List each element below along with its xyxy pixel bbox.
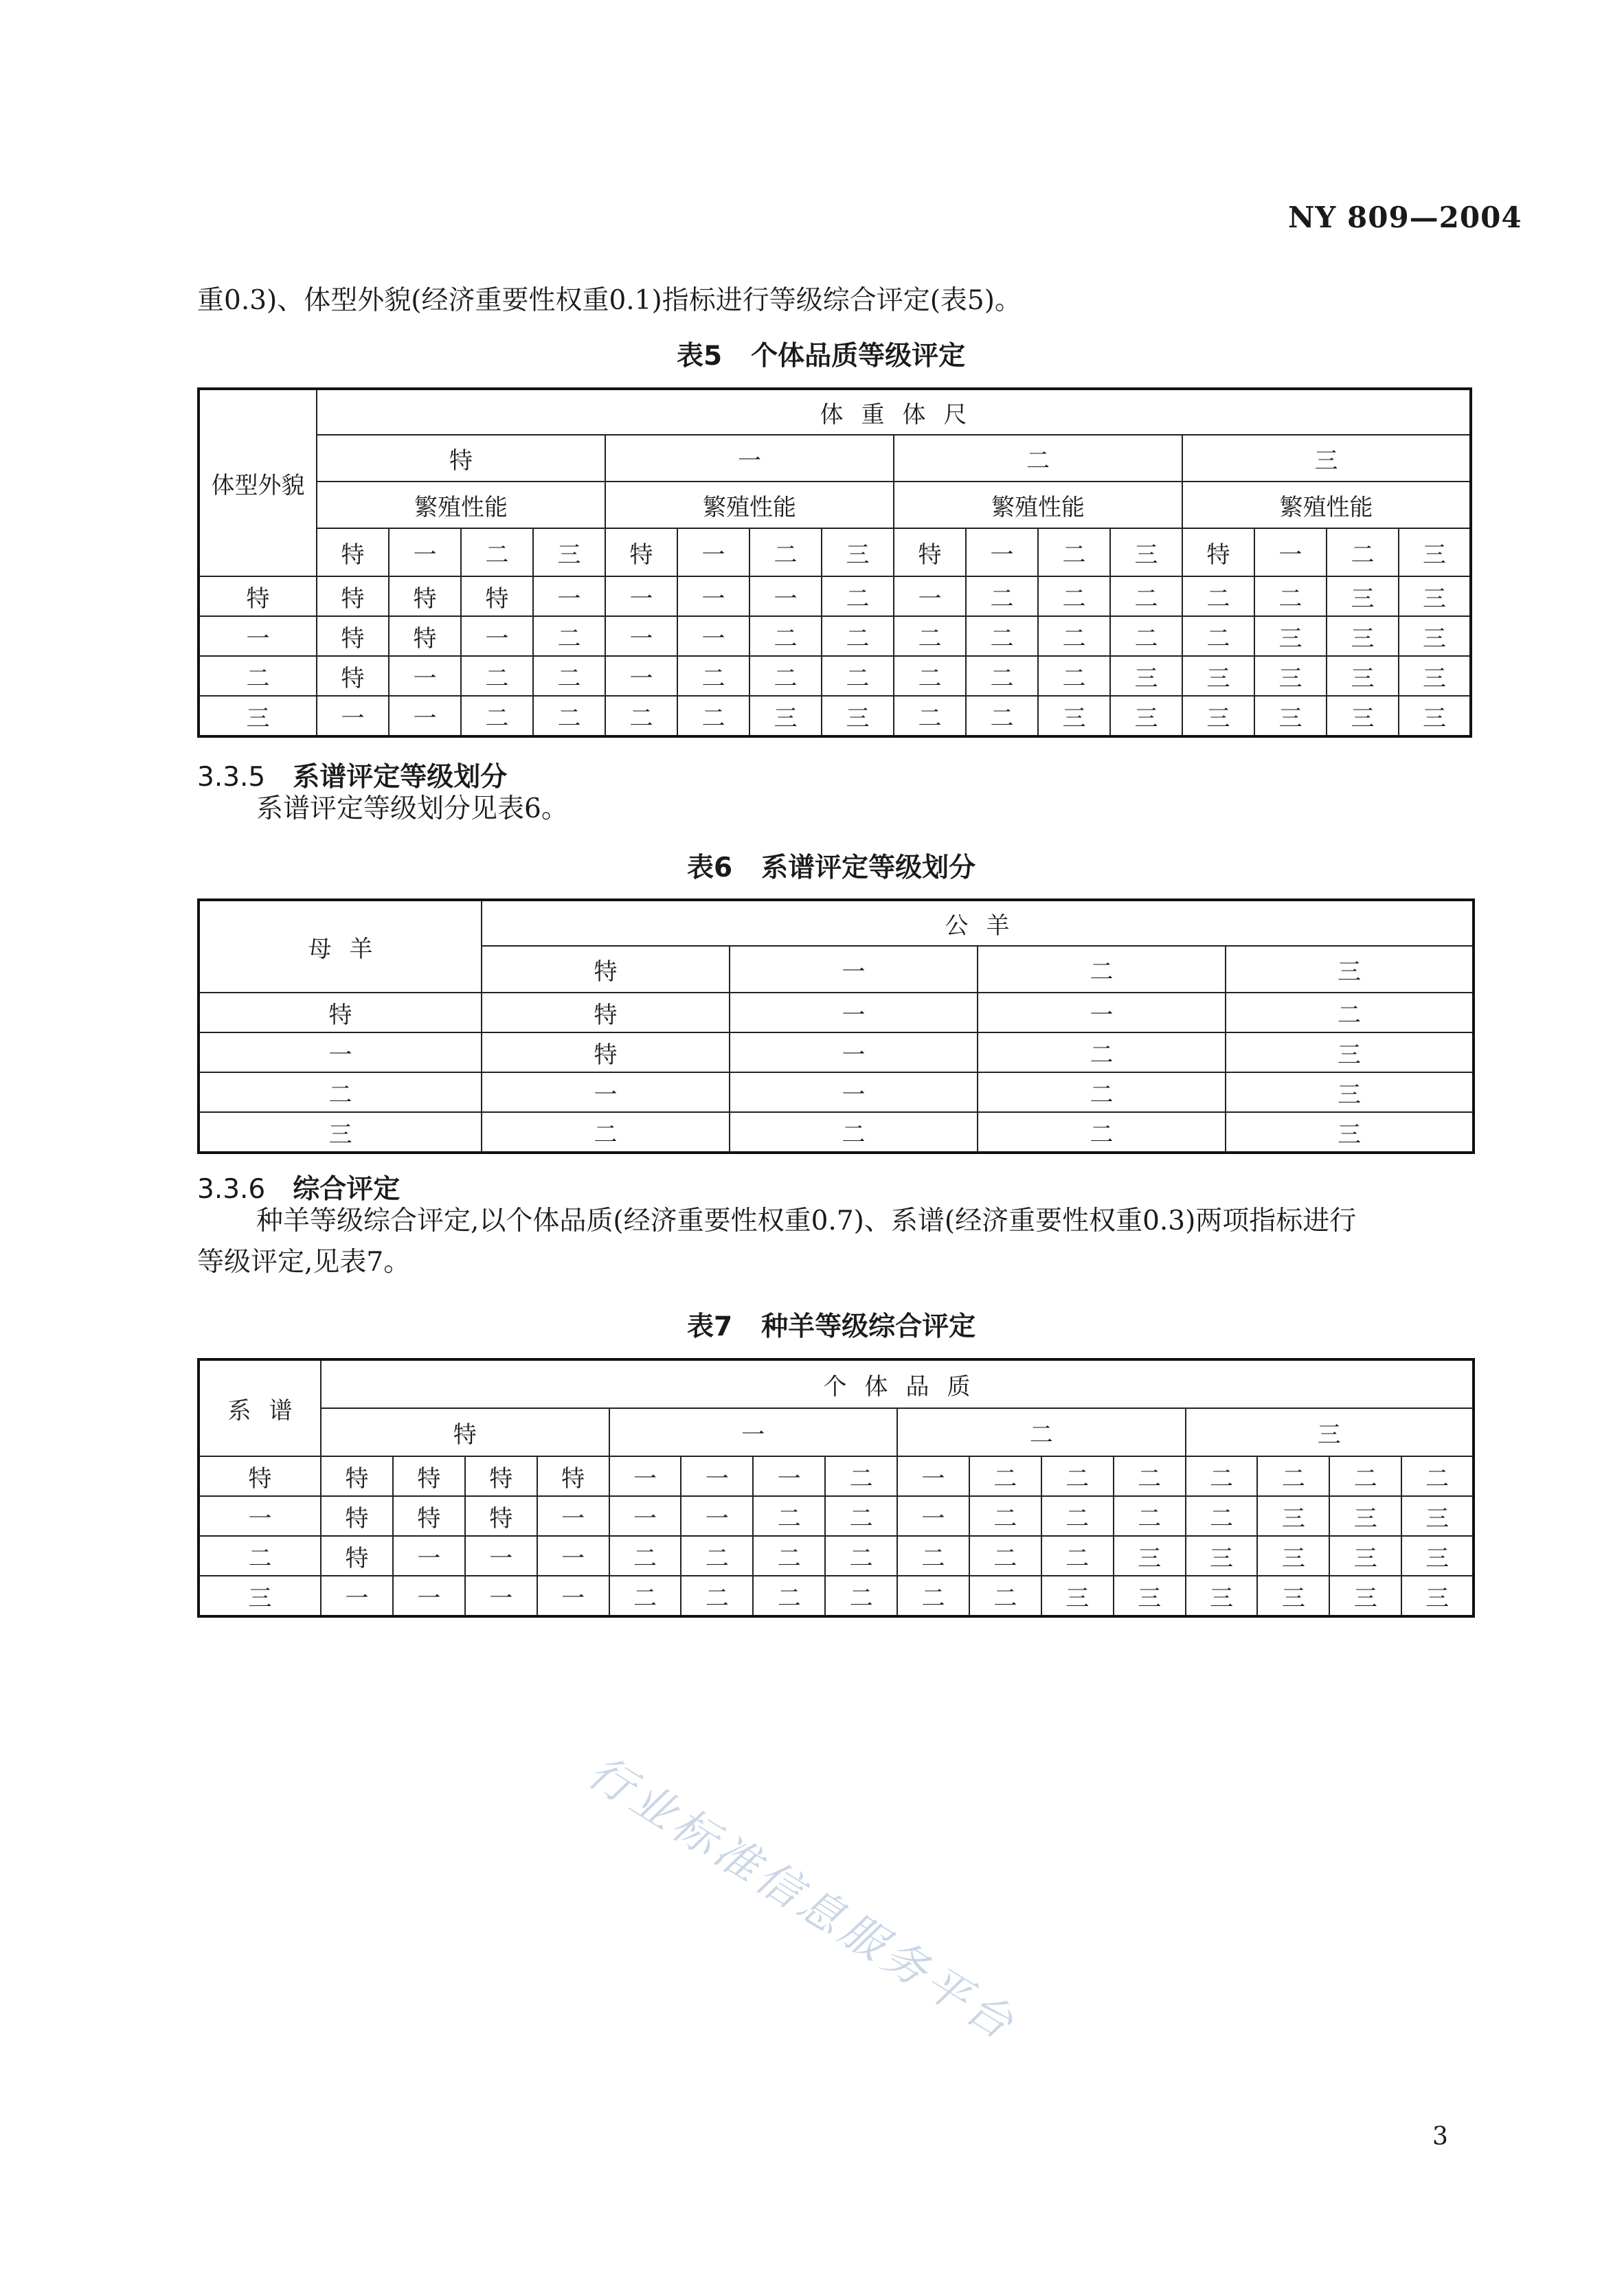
table7-cell: 三 <box>1329 1496 1401 1536</box>
table7-cell: 一 <box>537 1536 609 1576</box>
table-row <box>199 616 1471 656</box>
table7-row-header: 系谱 <box>199 1359 321 1456</box>
table7-cell: 二 <box>753 1536 825 1576</box>
table6-cell: 特 <box>482 993 730 1032</box>
table7-row-label: 二 <box>199 1536 321 1576</box>
table7-cell: 二 <box>1186 1496 1258 1536</box>
table5-cell: 二 <box>1110 576 1182 616</box>
table-row <box>199 656 1471 696</box>
table5-sub-header: 繁殖性能 <box>317 482 605 528</box>
table5-cell: 三 <box>1399 576 1471 616</box>
table6-cell: 二 <box>482 1112 730 1153</box>
table5-sub-grade: 三 <box>533 528 605 576</box>
table7-cell: 二 <box>825 1496 897 1536</box>
table6-top-header: 公羊 <box>482 900 1474 946</box>
table5-cell: 三 <box>1254 696 1327 736</box>
section-335-text: 系谱评定等级划分见表6。 <box>256 793 568 824</box>
table6-caption-title: 系谱评定等级划分 <box>761 852 976 883</box>
table-row <box>199 993 1474 1032</box>
table6-row-header: 母羊 <box>199 900 482 993</box>
table7-cell: 二 <box>1257 1456 1329 1496</box>
table5-sub-header: 繁殖性能 <box>1182 482 1471 528</box>
table5-sub-grade: 特 <box>605 528 677 576</box>
table5-cell: 三 <box>1110 656 1182 696</box>
table5-cell: 一 <box>677 576 749 616</box>
table7-cell: 特 <box>321 1496 393 1536</box>
table6-row-label: 一 <box>199 1032 482 1072</box>
table7-cell: 二 <box>969 1576 1041 1616</box>
table7-row-label: 一 <box>199 1496 321 1536</box>
table5-cell: 二 <box>533 696 605 736</box>
table5-cell: 二 <box>894 616 966 656</box>
table7-cell: 二 <box>825 1456 897 1496</box>
table7-cell: 特 <box>537 1456 609 1496</box>
table5-row-header: 体型外貌 <box>199 389 317 576</box>
table7-cell: 二 <box>825 1536 897 1576</box>
table6-grade-header: 二 <box>978 946 1226 993</box>
table-row <box>199 1072 1474 1112</box>
table5-caption <box>677 335 965 373</box>
table5-sub-grade: 二 <box>1038 528 1110 576</box>
table5-cell: 特 <box>389 576 461 616</box>
table-row <box>199 1032 1474 1072</box>
table5-cell: 特 <box>317 656 389 696</box>
table7-group-header: 特 <box>321 1408 609 1456</box>
table7-cell: 二 <box>1329 1456 1401 1496</box>
table6-grade-header: 一 <box>730 946 978 993</box>
table-row <box>199 696 1471 736</box>
table5-cell: 三 <box>1110 696 1182 736</box>
table5-sub-grade: 特 <box>894 528 966 576</box>
table7-caption-num: 表7 <box>687 1311 733 1342</box>
table5-cell: 一 <box>605 616 677 656</box>
table7-cell: 二 <box>753 1496 825 1536</box>
table5-sub-header: 繁殖性能 <box>605 482 894 528</box>
table5-sub-grade: 一 <box>966 528 1038 576</box>
table-row <box>199 576 1471 616</box>
section-336-text-line2: 等级评定,见表7。 <box>197 1247 411 1278</box>
table7-cell: 三 <box>1257 1576 1329 1616</box>
table5-row-label: 一 <box>199 616 317 656</box>
table5-sub-grade: 特 <box>317 528 389 576</box>
table5-cell: 三 <box>1399 656 1471 696</box>
table7-group-header: 二 <box>897 1408 1186 1456</box>
table7-cell: 二 <box>969 1496 1041 1536</box>
table7-cell: 一 <box>753 1456 825 1496</box>
table5-sub-grade: 一 <box>1254 528 1327 576</box>
section-336-number: 3.3.6 <box>197 1174 266 1205</box>
table7-cell: 一 <box>465 1536 537 1576</box>
table6-cell: 一 <box>482 1072 730 1112</box>
table5-cell: 三 <box>1327 656 1399 696</box>
table7-group-header: 一 <box>609 1408 898 1456</box>
table7-cell: 二 <box>1041 1536 1114 1576</box>
table5-cell: 二 <box>533 656 605 696</box>
table5-cell: 特 <box>461 576 533 616</box>
table6-cell: 一 <box>978 993 1226 1032</box>
table7-cell: 二 <box>1114 1456 1186 1496</box>
table6-cell: 二 <box>978 1072 1226 1112</box>
table7-cell: 三 <box>1114 1536 1186 1576</box>
table7-cell: 二 <box>681 1576 753 1616</box>
table5-cell: 一 <box>894 576 966 616</box>
table5-cell: 一 <box>533 576 605 616</box>
table7-cell: 特 <box>321 1536 393 1576</box>
table5-cell: 二 <box>749 656 822 696</box>
table7-cell: 特 <box>321 1456 393 1496</box>
table7-cell: 三 <box>1257 1536 1329 1576</box>
table7-cell: 一 <box>681 1456 753 1496</box>
watermark: 行业标准信息服务平台 <box>578 1746 1026 2053</box>
table7-cell: 一 <box>897 1456 969 1496</box>
table7-cell: 一 <box>321 1576 393 1616</box>
table5-cell: 一 <box>317 696 389 736</box>
table7-caption-title: 种羊等级综合评定 <box>761 1311 976 1342</box>
table6-cell: 三 <box>1226 1112 1474 1153</box>
table5-cell: 三 <box>1182 656 1254 696</box>
table5-cell: 三 <box>1327 576 1399 616</box>
table6-cell: 二 <box>730 1112 978 1153</box>
table5-cell: 二 <box>822 576 894 616</box>
table7-caption <box>687 1305 975 1344</box>
table5-sub-grade: 二 <box>1327 528 1399 576</box>
table6-caption-num: 表6 <box>687 852 733 883</box>
table5-cell: 三 <box>1038 696 1110 736</box>
table-row <box>199 1112 1474 1153</box>
table5-cell: 一 <box>605 576 677 616</box>
table7-cell: 二 <box>681 1536 753 1576</box>
table7-cell: 二 <box>1186 1456 1258 1496</box>
table6-cell: 二 <box>978 1032 1226 1072</box>
table7-cell: 二 <box>1041 1456 1114 1496</box>
table6 <box>197 898 1475 1154</box>
table7-cell: 特 <box>393 1496 465 1536</box>
table5-caption-num: 表5 <box>677 341 723 372</box>
table7-cell: 三 <box>1401 1496 1474 1536</box>
table5-sub-grade: 二 <box>461 528 533 576</box>
table-row <box>199 1456 1474 1496</box>
table5-cell: 二 <box>966 656 1038 696</box>
table5-cell: 二 <box>749 616 822 656</box>
table5-cell: 二 <box>1254 576 1327 616</box>
table5-cell: 二 <box>461 696 533 736</box>
table6-cell: 一 <box>730 993 978 1032</box>
table7-cell: 一 <box>609 1496 681 1536</box>
table5-cell: 二 <box>1182 576 1254 616</box>
table5-cell: 二 <box>894 696 966 736</box>
table-row <box>199 1576 1474 1616</box>
table5-cell: 三 <box>1182 696 1254 736</box>
intro-line: 重0.3)、体型外貌(经济重要性权重0.1)指标进行等级综合评定(表5)。 <box>197 285 1022 316</box>
table7-cell: 一 <box>393 1576 465 1616</box>
table5-cell: 一 <box>461 616 533 656</box>
table5 <box>197 387 1472 738</box>
table7-cell: 二 <box>897 1536 969 1576</box>
table5-cell: 三 <box>1327 696 1399 736</box>
table7-cell: 一 <box>537 1576 609 1616</box>
table5-group-header: 一 <box>605 435 894 482</box>
table7-cell: 二 <box>609 1536 681 1576</box>
table7-row-label: 特 <box>199 1456 321 1496</box>
table5-cell: 二 <box>822 656 894 696</box>
standard-code: NY 809—2004 <box>1288 201 1522 234</box>
table7-group-header: 三 <box>1186 1408 1474 1456</box>
table5-sub-grade: 特 <box>1182 528 1254 576</box>
table5-cell: 二 <box>533 616 605 656</box>
table7-cell: 二 <box>825 1576 897 1616</box>
table5-cell: 特 <box>317 576 389 616</box>
table5-cell: 二 <box>894 656 966 696</box>
section-336-title: 综合评定 <box>293 1174 401 1205</box>
table6-cell: 一 <box>730 1072 978 1112</box>
table5-cell: 二 <box>605 696 677 736</box>
table5-row-label: 特 <box>199 576 317 616</box>
table5-sub-grade: 三 <box>822 528 894 576</box>
table5-cell: 二 <box>1038 616 1110 656</box>
table5-sub-grade: 一 <box>677 528 749 576</box>
table5-cell: 一 <box>749 576 822 616</box>
table5-cell: 二 <box>1038 656 1110 696</box>
table5-sub-grade: 三 <box>1399 528 1471 576</box>
table5-cell: 二 <box>1038 576 1110 616</box>
table7-cell: 三 <box>1041 1576 1114 1616</box>
table7-cell: 二 <box>897 1576 969 1616</box>
table5-cell: 三 <box>1327 616 1399 656</box>
table7-cell: 一 <box>681 1496 753 1536</box>
table5-cell: 三 <box>749 696 822 736</box>
table5-cell: 三 <box>1254 656 1327 696</box>
table5-caption-title: 个体品质等级评定 <box>751 341 966 372</box>
table5-group-header: 特 <box>317 435 605 482</box>
table6-row-label: 特 <box>199 993 482 1032</box>
table6-cell: 三 <box>1226 1072 1474 1112</box>
table5-cell: 二 <box>966 576 1038 616</box>
table5-group-header: 二 <box>894 435 1182 482</box>
table7-cell: 三 <box>1186 1576 1258 1616</box>
table7-cell: 一 <box>897 1496 969 1536</box>
table5-cell: 三 <box>1399 616 1471 656</box>
table5-cell: 二 <box>461 656 533 696</box>
table5-sub-grade: 一 <box>389 528 461 576</box>
table5-cell: 二 <box>677 696 749 736</box>
table5-row-label: 三 <box>199 696 317 736</box>
table6-cell: 二 <box>978 1112 1226 1153</box>
table7-cell: 三 <box>1114 1576 1186 1616</box>
table5-sub-header: 繁殖性能 <box>894 482 1182 528</box>
table7-cell: 三 <box>1401 1536 1474 1576</box>
table5-cell: 三 <box>1399 696 1471 736</box>
table7-cell: 三 <box>1401 1576 1474 1616</box>
table5-cell: 一 <box>389 656 461 696</box>
table6-grade-header: 特 <box>482 946 730 993</box>
table5-cell: 一 <box>389 696 461 736</box>
section-335-number: 3.3.5 <box>197 762 266 793</box>
table5-cell: 特 <box>389 616 461 656</box>
table7-cell: 二 <box>1401 1456 1474 1496</box>
table7-cell: 三 <box>1329 1536 1401 1576</box>
section-335-title: 系谱评定等级划分 <box>293 762 508 793</box>
table7-cell: 特 <box>393 1456 465 1496</box>
table5-cell: 一 <box>677 616 749 656</box>
table5-cell: 一 <box>605 656 677 696</box>
table6-cell: 三 <box>1226 1032 1474 1072</box>
table-row <box>199 1536 1474 1576</box>
table6-cell: 特 <box>482 1032 730 1072</box>
table6-caption <box>687 846 975 885</box>
table6-grade-header: 三 <box>1226 946 1474 993</box>
table5-sub-grade: 二 <box>749 528 822 576</box>
table7-cell: 三 <box>1186 1536 1258 1576</box>
table7-cell: 二 <box>1041 1496 1114 1536</box>
table5-cell: 二 <box>966 616 1038 656</box>
table7 <box>197 1358 1475 1618</box>
table5-top-header: 体重体尺 <box>317 389 1471 435</box>
table7-cell: 一 <box>609 1456 681 1496</box>
table7-cell: 二 <box>969 1536 1041 1576</box>
table7-cell: 二 <box>753 1576 825 1616</box>
table6-cell: 一 <box>730 1032 978 1072</box>
table5-cell: 二 <box>966 696 1038 736</box>
table6-cell: 二 <box>1226 993 1474 1032</box>
table7-cell: 二 <box>969 1456 1041 1496</box>
table5-cell: 二 <box>822 616 894 656</box>
table7-cell: 特 <box>465 1456 537 1496</box>
table7-cell: 二 <box>1114 1496 1186 1536</box>
table7-cell: 特 <box>465 1496 537 1536</box>
table5-cell: 三 <box>822 696 894 736</box>
table7-top-header: 个体品质 <box>321 1359 1474 1408</box>
table5-cell: 特 <box>317 616 389 656</box>
table7-cell: 一 <box>465 1576 537 1616</box>
table5-cell: 三 <box>1254 616 1327 656</box>
table5-cell: 二 <box>1182 616 1254 656</box>
table7-cell: 三 <box>1257 1496 1329 1536</box>
table6-row-label: 三 <box>199 1112 482 1153</box>
table5-row-label: 二 <box>199 656 317 696</box>
table5-cell: 二 <box>1110 616 1182 656</box>
table7-row-label: 三 <box>199 1576 321 1616</box>
table7-cell: 二 <box>609 1576 681 1616</box>
table6-row-label: 二 <box>199 1072 482 1112</box>
table7-cell: 三 <box>1329 1576 1401 1616</box>
table5-group-header: 三 <box>1182 435 1471 482</box>
table5-cell: 二 <box>677 656 749 696</box>
section-336-text-line1: 种羊等级综合评定,以个体品质(经济重要性权重0.7)、系谱(经济重要性权重0.3)两项指标进行 <box>256 1206 1357 1236</box>
table7-cell: 一 <box>393 1536 465 1576</box>
table-row <box>199 1496 1474 1536</box>
table5-sub-grade: 三 <box>1110 528 1182 576</box>
page-number: 3 <box>1432 2123 1448 2151</box>
table7-cell: 一 <box>537 1496 609 1536</box>
